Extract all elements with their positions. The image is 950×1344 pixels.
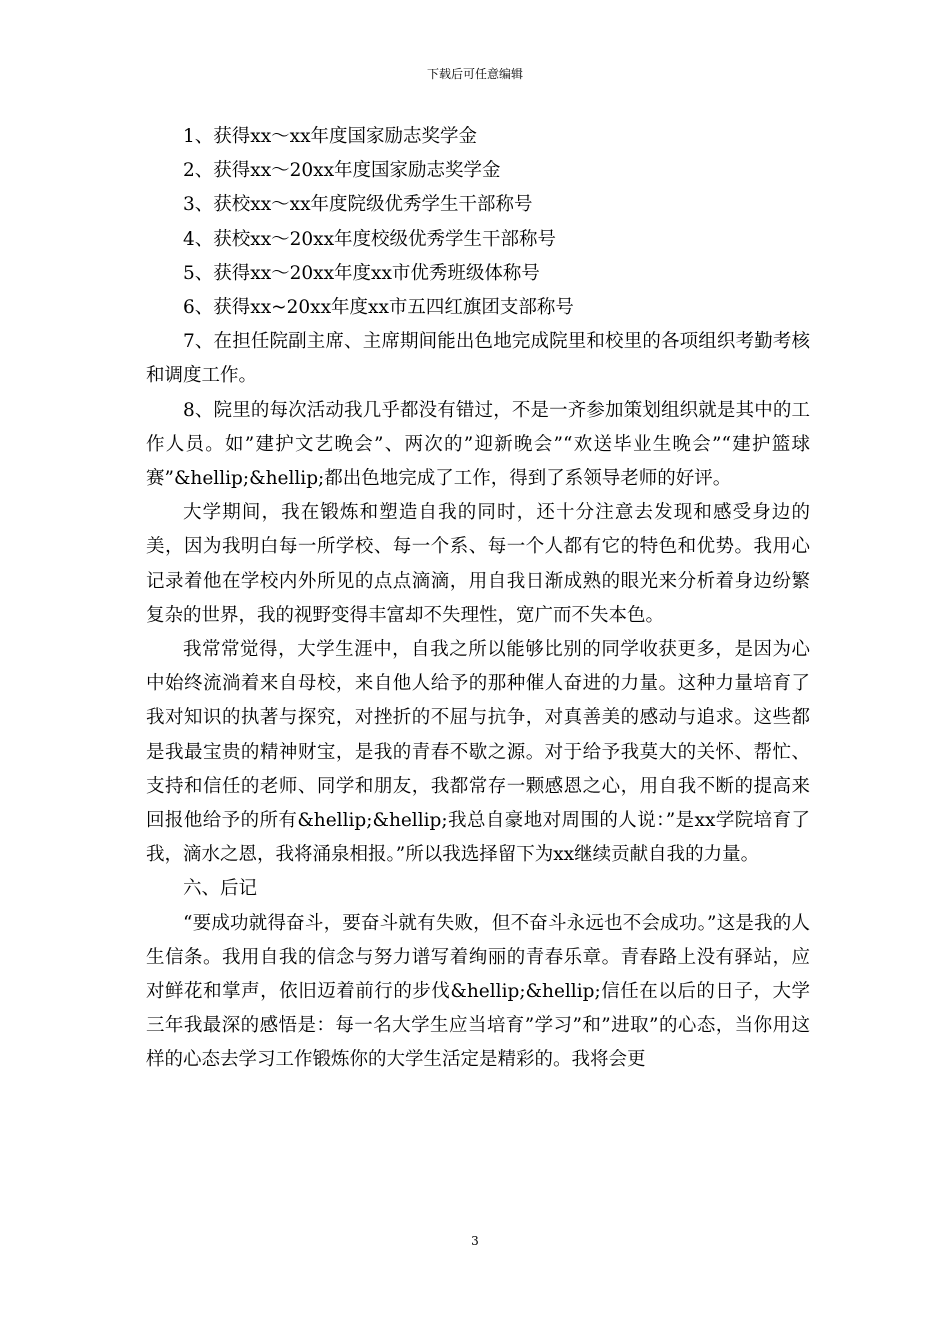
body-paragraph: 大学期间，我在锻炼和塑造自我的同时，还十分注意去发现和感受身边的美，因为我明白每一所学校、每一个系、每一个人都有它的特色和优势。我用心记录着他在学校内外所见的点点滴滴，用自我日渐成熟的眼光来分析着身边纷繁复杂的世界，我的视野变得丰富却不失理性，宽广而不失本色。	[146, 502, 810, 626]
document-body	[146, 120, 810, 1078]
award-item-1: 1、获得xx～xx年度国家励志奖学金	[183, 126, 478, 147]
award-item-5: 5、获得xx～20xx年度xx市优秀班级体称号	[183, 262, 540, 284]
award-item-4: 4、获校xx～20xx年度校级优秀学生干部称号	[183, 228, 557, 250]
body-paragraph: “要成功就得奋斗，要奋斗就有失败，但不奋斗永远也不会成功。”这是我的人生信条。我用自我的信念与努力谱写着绚丽的青春乐章。青春路上没有驿站，应对鲜花和掌声，依旧迈着前行的步伐&hellip;&hellip;信任在以后的日子，大学三年我最深的感悟是：每一名大学生应当培育”学习”和”进取”的心态，当你用这样的心态去学习工作锻炼你的大学生活定是精彩的。我将会更	[146, 912, 810, 1071]
section-heading: 六、后记	[183, 878, 258, 900]
award-item-3: 3、获校xx～xx年度院级优秀学生干部称号	[183, 194, 533, 216]
page-header: 下载后可任意编辑	[426, 67, 523, 81]
award-item-8: 8、院里的每次活动我几乎都没有错过，不是一齐参加策划组织就是其中的工作人员。如”建护文艺晚会”、两次的”迎新晚会”“欢送毕业生晚会”“建护篮球赛”&hellip;&hellip;都出色地完成了工作，得到了系领导老师的好评。	[146, 399, 810, 490]
award-item-6: 6、获得xx~20xx年度xx市五四红旗团支部称号	[183, 297, 574, 319]
award-item-2: 2、获得xx～20xx年度国家励志奖学金	[183, 160, 501, 182]
page-number: 3	[471, 1234, 479, 1248]
award-item-7: 7、在担任院副主席、主席期间能出色地完成院里和校里的各项组织考勤考核和调度工作。	[146, 331, 810, 387]
body-paragraph: 我常常觉得，大学生涯中，自我之所以能够比别的同学收获更多，是因为心中始终流淌着来自母校，来自他人给予的那种催人奋进的力量。这种力量培育了我对知识的执著与探究，对挫折的不屈与抗争，对真善美的感动与追求。这些都是我最宝贵的精神财宝，是我的青春不歇之源。对于给予我莫大的关怀、帮忙、支持和信任的老师、同学和朋友，我都常存一颗感恩之心，用自我不断的提高来回报他给予的所有&hellip;&hellip;我总自豪地对周围的人说：”是xx学院培育了我，滴水之恩，我将涌泉相报。”所以我选择留下为xx继续贡献自我的力量。	[146, 639, 810, 866]
